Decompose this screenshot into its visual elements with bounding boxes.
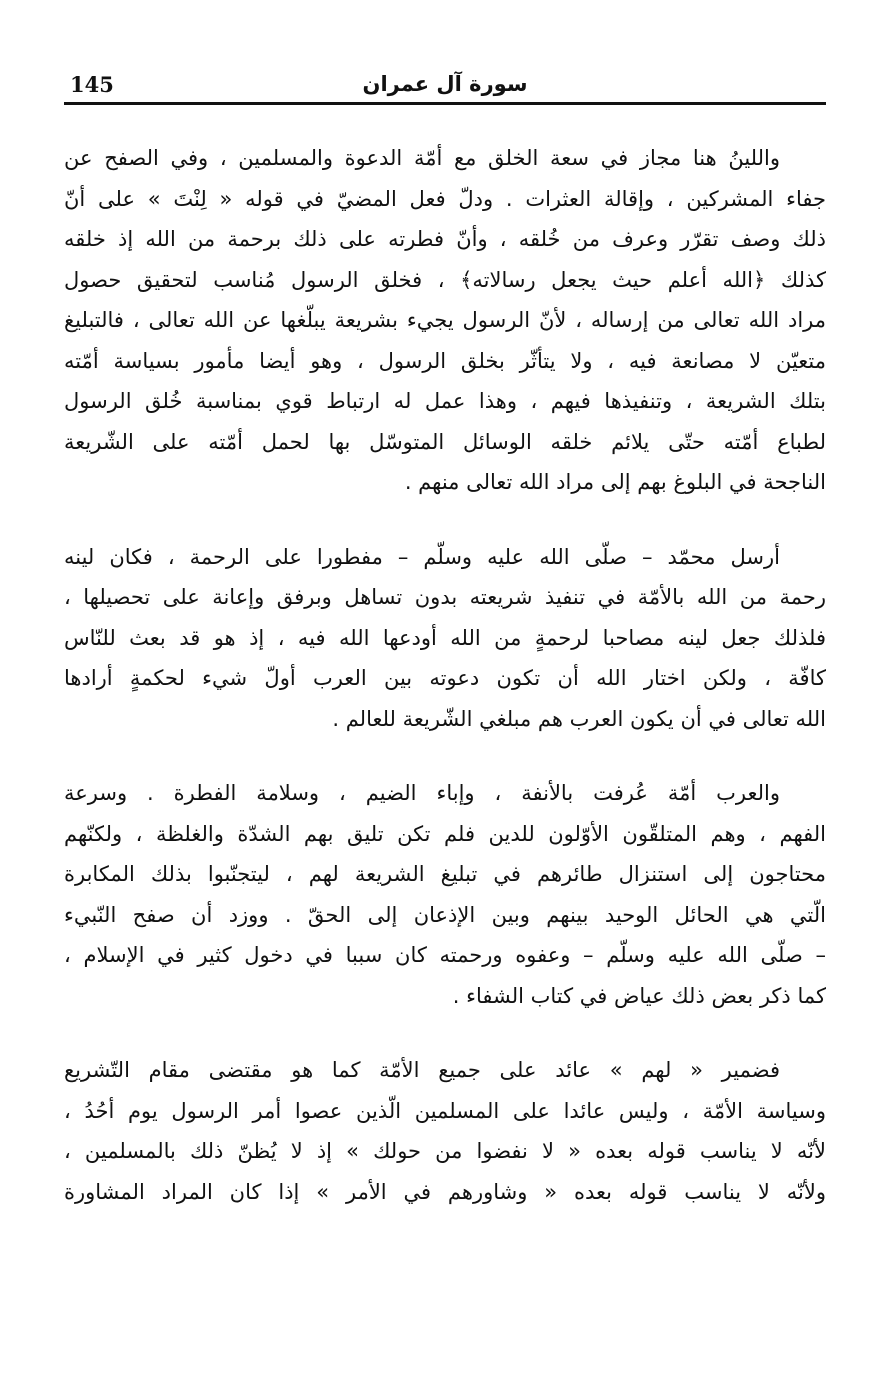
page-header [64, 60, 826, 100]
paragraph [64, 537, 826, 740]
text-line: ذلك وصف تقرّر وعرف من خُلقه ، وأنّ فطرته على ذلك برحمة من الله إذ خلقه [64, 227, 826, 251]
page-body [64, 138, 826, 1212]
text-line: متعيّن لا مصانعة فيه ، ولا يتأثّر بخلق الرسول ، وهو أيضا مأمور بسياسة أمّته [64, 348, 826, 373]
text-line: فضمير « لهم » عائد على جميع الأمّة كما هو مقتضى مقام التّشريع [64, 1058, 780, 1082]
page-number: 145 [70, 72, 114, 97]
paragraph [64, 773, 826, 1016]
paragraph [64, 138, 826, 503]
paragraph-gap [64, 739, 826, 773]
text-line: ولأنّه لا يناسب قوله بعده « وشاورهم في الأمر » إذا كان المراد المشاورة [64, 1179, 826, 1204]
text-line: الله تعالى في أن يكون العرب هم مبلغي الشّريعة للعالم . [332, 706, 826, 731]
text-line: بتلك الشريعة ، وتنفيذها فيهم ، وهذا عمل له ارتباط قوي بمناسبة خُلق الرسول [64, 389, 826, 413]
text-line: رحمة من الله بالأمّة في تنفيذ شريعته بدون تساهل وبرفق وإعانة على تحصيلها ، [64, 585, 826, 609]
text-line: أرسل محمّد – صلّى الله عليه وسلّم – مفطورا على الرحمة ، فكان لينه [64, 544, 780, 569]
text-line: لأنّه لا يناسب قوله بعده « لا نفضوا من حولك » إذ لا يُظنّ ذلك بالمسلمين ، [64, 1139, 826, 1163]
text-line: الناجحة في البلوغ بهم إلى مراد الله تعالى منهم . [404, 470, 826, 494]
paragraph-gap [64, 503, 826, 537]
running-title: سورة آل عمران [362, 72, 528, 96]
text-line: لطباع أمّته حتّى يلائم خلقه الوسائل المتوسّل بها لحمل أمّته على الشّريعة [64, 429, 826, 454]
text-line: كافّة ، ولكن اختار الله أن تكون دعوته بين العرب أولّ شيء لحكمةٍ أرادها [64, 666, 826, 690]
text-line: والعرب أمّة عُرفت بالأنفة ، وإباء الضيم ، وسلامة الفطرة . وسرعة [64, 781, 780, 805]
text-line: واللينُ هنا مجاز في سعة الخلق مع أمّة الدعوة والمسلمين ، وفي الصفح عن [64, 146, 780, 170]
text-line: محتاجون إلى استنزال طائرهم في تبليغ الشريعة لهم ، ليتجنّبوا بذلك المكابرة [64, 862, 826, 886]
text-line: الفهم ، وهم المتلقّون الأوّلون للدين فلم تكن تليق بهم الشدّة والغلظة ، ولكنّهم [64, 821, 826, 846]
text-line: مراد الله تعالى من إرساله ، لأنّ الرسول يجيء بشريعة يبلّغها عن الله تعالى ، فالتبليغ [64, 308, 826, 332]
text-line: فلذلك جعل لينه مصاحبا لرحمةٍ من الله أودعها الله فيه ، إذ هو قد بعث للنّاس [64, 625, 826, 650]
text-line: وسياسة الأمّة ، وليس عائدا على المسلمين الّذين عصوا أمر الرسول يوم أحُدُ ، [64, 1098, 826, 1123]
header-rule [64, 102, 826, 105]
book-page [64, 60, 826, 1300]
text-line: جفاء المشركين ، وإقالة العثرات . ودلّ فعل المضيّ في قوله « لِنْتَ » على أنّ [64, 186, 826, 211]
text-line: كما ذكر بعض ذلك عياض في كتاب الشفاء . [452, 983, 826, 1008]
paragraph-gap [64, 1016, 826, 1050]
text-line: كذلك ﴿الله أعلم حيث يجعل رسالاته﴾ ، فخلق الرسول مُناسب لتحقيق حصول [64, 267, 826, 292]
text-line: – صلّى الله عليه وسلّم – وعفوه ورحمته كان سببا في دخول كثير في الإسلام ، [64, 943, 826, 967]
paragraph [64, 1050, 826, 1212]
text-line: الّتي هي الحائل الوحيد بينهم وبين الإذعان إلى الحقّ . ووزد أن صفح النّبيء [64, 902, 826, 927]
